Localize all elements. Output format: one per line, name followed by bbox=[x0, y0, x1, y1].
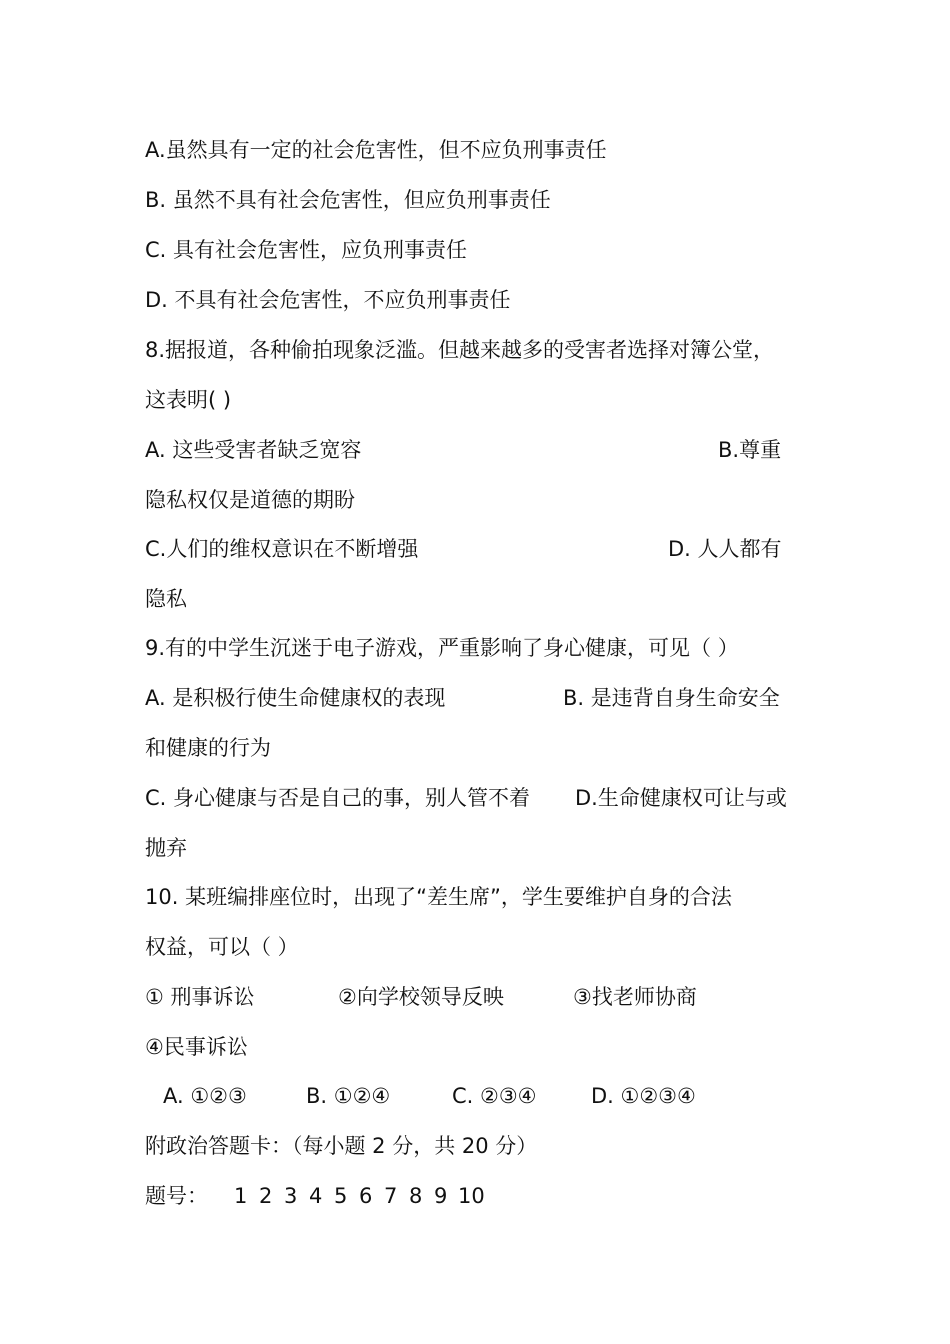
q8-option-b-part2: 隐私权仅是道德的期盼 bbox=[145, 488, 355, 512]
q8-option-d-part2: 隐私 bbox=[145, 587, 187, 611]
q8-stem-line1: 8.据报道，各种偷拍现象泛滥。但越来越多的受害者选择对簿公堂， bbox=[145, 338, 775, 362]
q9-option-a: A. 是积极行使生命健康权的表现 bbox=[145, 686, 446, 710]
q8-option-c: C.人们的维权意识在不断增强 bbox=[145, 537, 419, 561]
q7-option-c: C. 具有社会危害性，应负刑事责任 bbox=[145, 238, 468, 262]
q9-option-d-part2: 抛弃 bbox=[145, 836, 187, 860]
q10-item-3: ③找老师协商 bbox=[573, 985, 697, 1009]
q10-stem-line1: 10. 某班编排座位时，出现了“差生席”，学生要维护自身的合法 bbox=[145, 885, 732, 909]
question-number-10: 10 bbox=[458, 1184, 485, 1208]
q10-option-b: B. ①②④ bbox=[306, 1084, 391, 1108]
question-number-8: 8 bbox=[409, 1184, 423, 1208]
q10-item-2: ②向学校领导反映 bbox=[338, 985, 504, 1009]
q10-item-4: ④民事诉讼 bbox=[145, 1035, 248, 1059]
question-number-9: 9 bbox=[434, 1184, 448, 1208]
q8-option-d-part1: D. 人人都有 bbox=[668, 537, 782, 561]
question-number-7: 7 bbox=[384, 1184, 398, 1208]
q9-stem: 9.有的中学生沉迷于电子游戏，严重影响了身心健康，可见（ ） bbox=[145, 636, 739, 660]
q8-option-a: A. 这些受害者缺乏宽容 bbox=[145, 438, 362, 462]
q9-option-b-part1: B. 是违背自身生命安全 bbox=[563, 686, 780, 710]
q8-stem-line2: 这表明( ) bbox=[145, 388, 232, 412]
question-number-2: 2 bbox=[259, 1184, 273, 1208]
q7-option-d: D. 不具有社会危害性，不应负刑事责任 bbox=[145, 288, 511, 312]
question-number-1: 1 bbox=[234, 1184, 248, 1208]
question-number-6: 6 bbox=[359, 1184, 373, 1208]
question-number-3: 3 bbox=[284, 1184, 298, 1208]
q10-option-d: D. ①②③④ bbox=[591, 1084, 696, 1108]
q10-stem-line2: 权益，可以（ ） bbox=[145, 935, 299, 959]
question-number-5: 5 bbox=[334, 1184, 348, 1208]
q10-option-a: A. ①②③ bbox=[163, 1084, 247, 1108]
q8-option-b-part1: B.尊重 bbox=[718, 438, 782, 462]
q9-option-d-part1: D.生命健康权可让与或 bbox=[575, 786, 787, 810]
q10-option-c: C. ②③④ bbox=[452, 1084, 537, 1108]
answer-card-numbers bbox=[234, 1186, 485, 1207]
q7-option-b: B. 虽然不具有社会危害性，但应负刑事责任 bbox=[145, 188, 551, 212]
answer-card-label: 题号： bbox=[145, 1184, 208, 1208]
q7-option-a: A.虽然具有一定的社会危害性，但不应负刑事责任 bbox=[145, 138, 607, 162]
answer-card-title: 附政治答题卡：（每小题 2 分，共 20 分） bbox=[145, 1134, 538, 1158]
q9-option-c: C. 身心健康与否是自己的事，别人管不着 bbox=[145, 786, 531, 810]
q10-item-1: ① 刑事诉讼 bbox=[145, 985, 255, 1009]
q9-option-b-part2: 和健康的行为 bbox=[145, 736, 271, 760]
question-number-4: 4 bbox=[309, 1184, 323, 1208]
